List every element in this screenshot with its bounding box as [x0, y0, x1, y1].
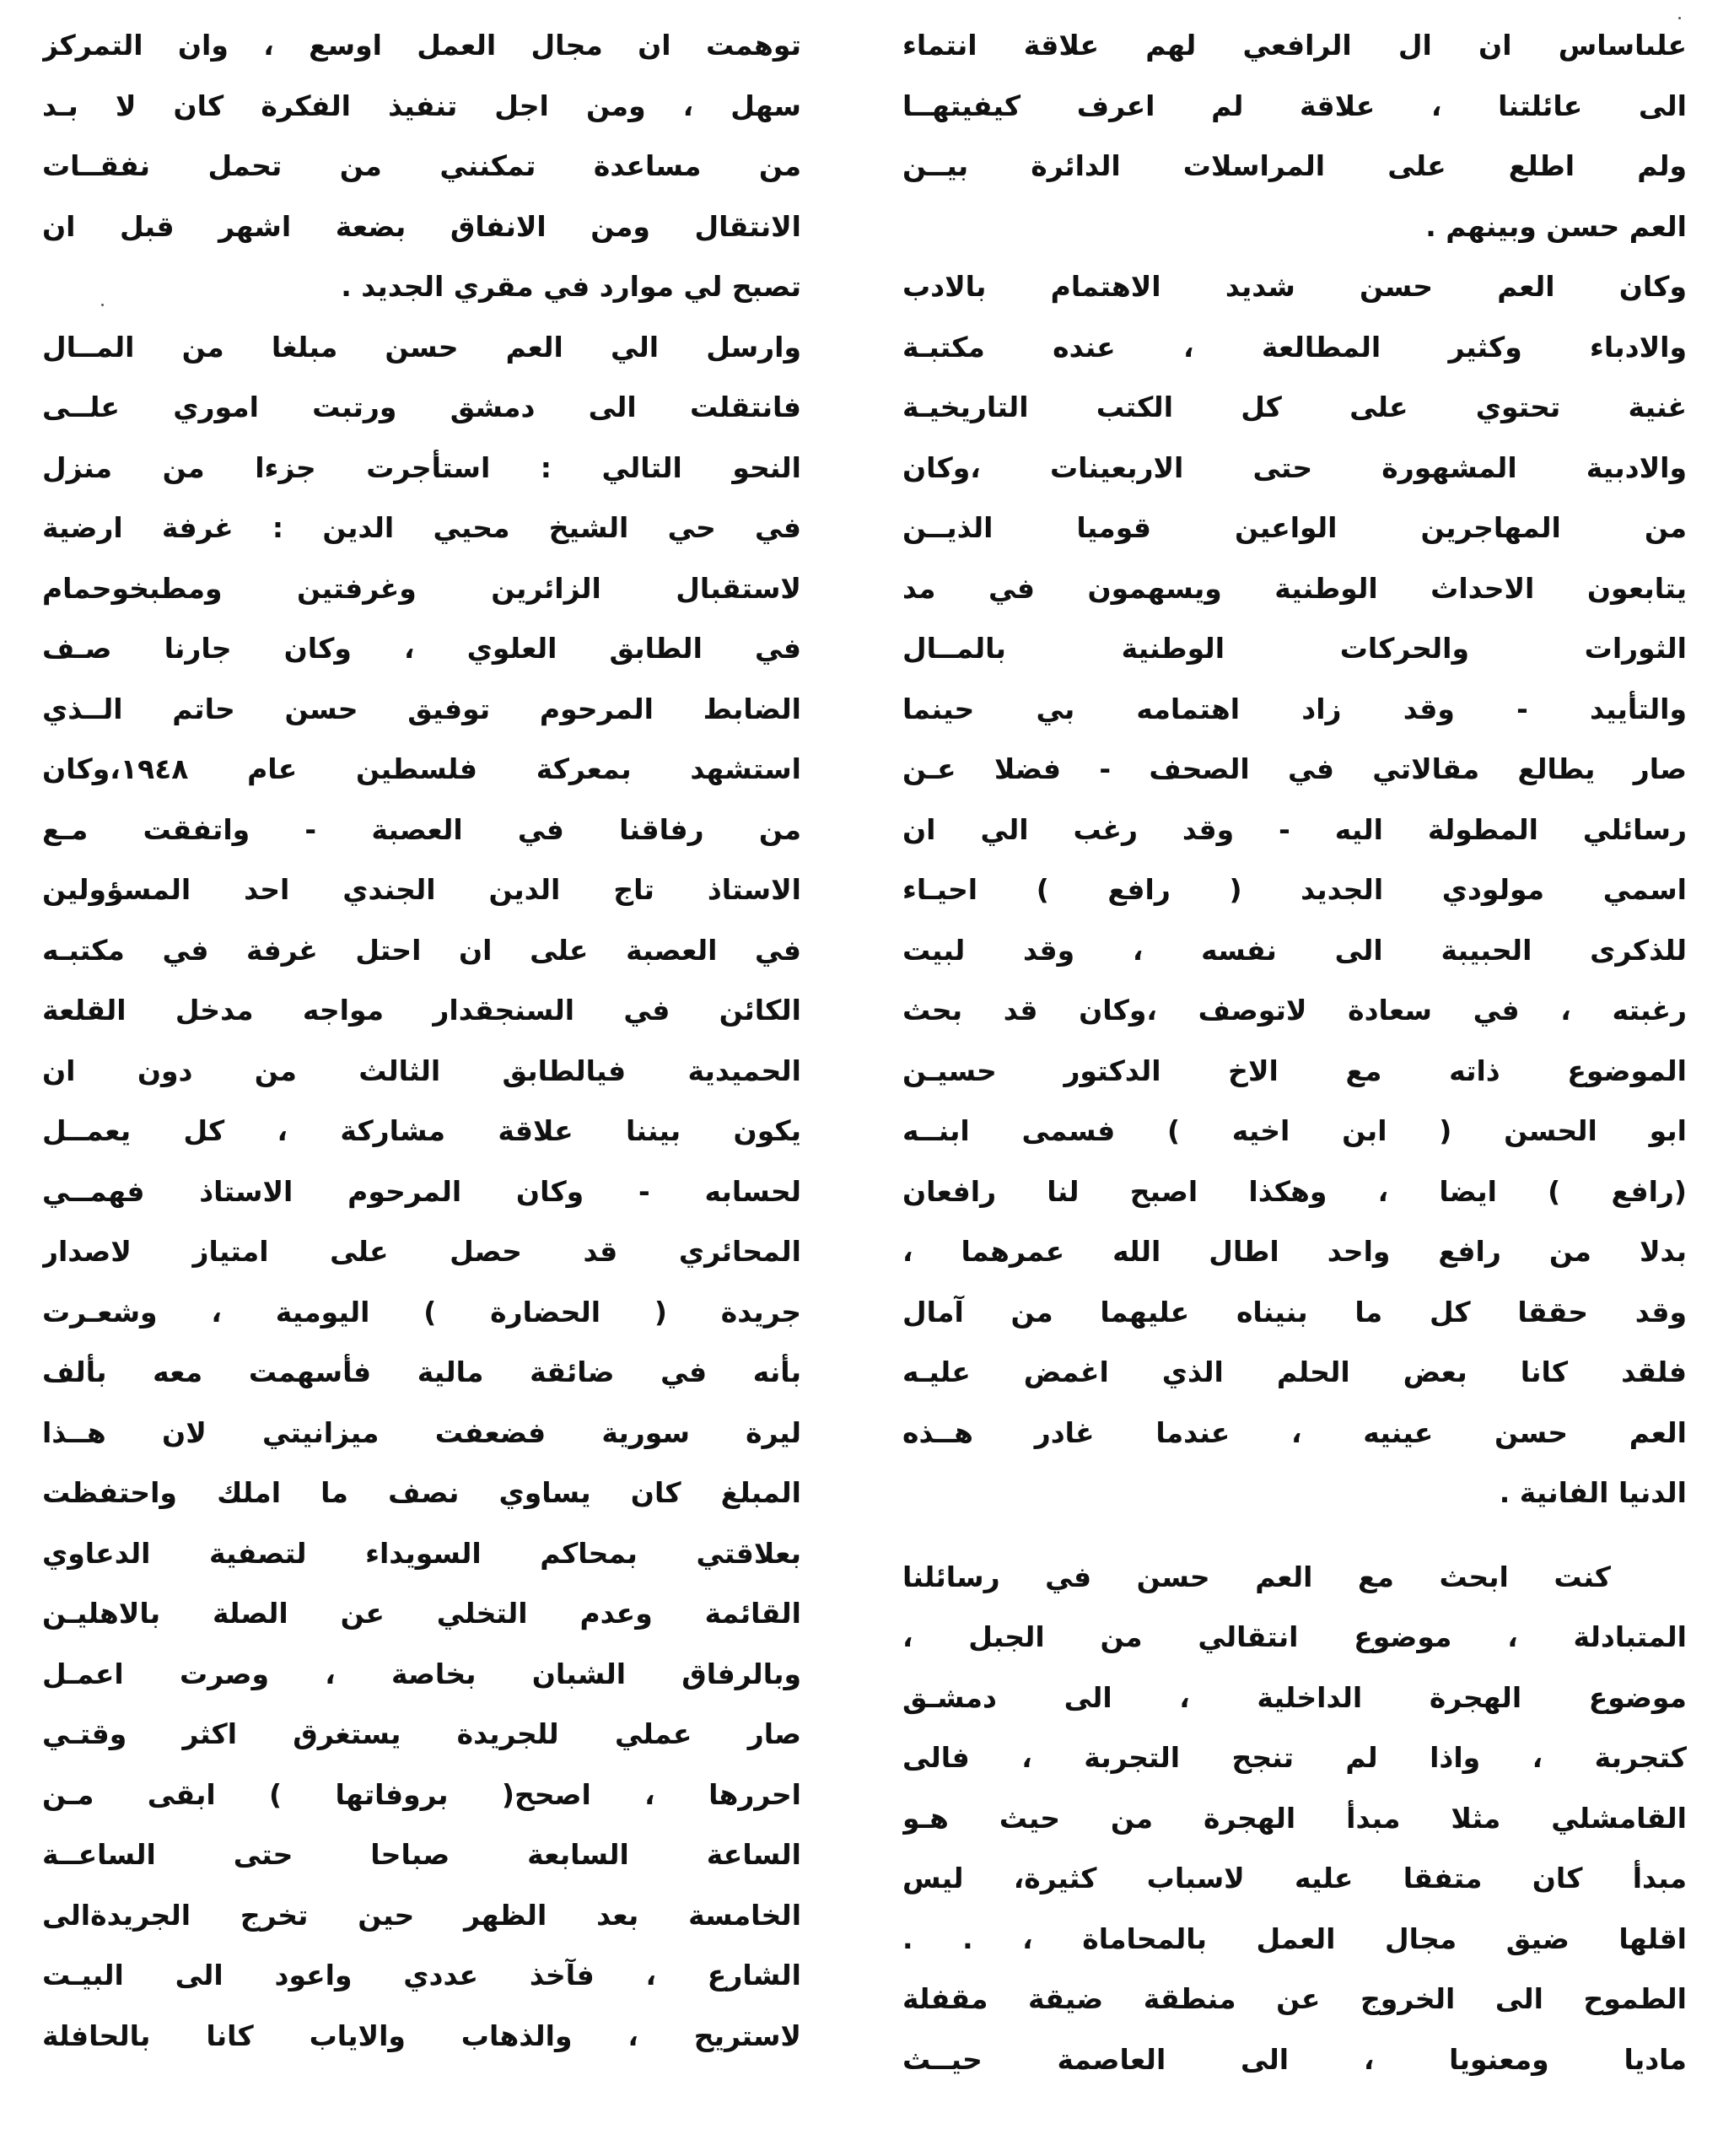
- text-line: ماديا ومعنويا ، الى العاصمة حيــث: [902, 2042, 1687, 2076]
- text-line: كنت ابحث مع العم حسن في رسائلنا: [902, 1560, 1611, 1593]
- text-line: الكائن في السنجقدار مواجه مدخل القلعة: [42, 994, 801, 1027]
- text-line: في العصبة على ان احتل غرفة في مكتبـه: [42, 933, 801, 967]
- scan-speck: [101, 304, 104, 306]
- text-line: بأنه في ضائقة مالية فأسهمت معه بألف: [42, 1356, 801, 1388]
- text-line: صار يطالع مقالاتي في الصحف - فضلا عـن: [902, 752, 1687, 785]
- text-line: المبلغ كان يساوي نصف ما املك واحتفظت: [42, 1476, 801, 1509]
- text-line: الموضوع ذاته مع الاخ الدكتور حسيـن: [902, 1054, 1687, 1087]
- text-line: يتابعون الاحداث الوطنية ويسهمون في مد: [902, 571, 1687, 605]
- text-line: لاستريح ، والذهاب والاياب كانا بالحافلة: [42, 2019, 801, 2052]
- text-line: بدلا من رافع واحد اطال الله عمرهما ،: [902, 1235, 1687, 1268]
- text-line: الحميدية فيالطابق الثالث من دون ان: [42, 1054, 801, 1087]
- text-line: الضابط المرحوم توفيق حسن حاتم الــذي: [42, 692, 801, 725]
- text-line: توهمت ان مجال العمل اوسع ، وان التمركز: [42, 29, 801, 62]
- text-line: رغبته ، في سعادة لاتوصف ،وكان قد بحث: [902, 994, 1687, 1027]
- text-line: من المهاجرين الواعين قوميا الذيــن: [902, 511, 1687, 544]
- text-line: الدنيا الفانية .: [1499, 1476, 1687, 1509]
- text-line: استشهد بمعركة فلسطين عام ١٩٤٨،وكان: [42, 752, 801, 785]
- text-line: احررها ، اصحح( بروفاتها ) ابقى مـن: [42, 1777, 801, 1811]
- text-line: علىاساس ان ال الرافعي لهم علاقة انتماء: [902, 29, 1687, 62]
- text-line: المتبادلة ، موضوع انتقالي من الجبل ،: [902, 1620, 1687, 1653]
- left-column: [42, 15, 801, 2066]
- text-line: فانتقلت الى دمشق ورتبت اموري علــى: [42, 391, 801, 423]
- right-column: [902, 15, 1687, 2089]
- text-line: للذكرى الحبيبة الى نفسه ، وقد لبيت: [902, 933, 1687, 967]
- text-line: اسمي مولودي الجديد ( رافع ) احيـاء: [902, 873, 1687, 906]
- text-line: ولم اطلع على المراسلات الدائرة بيــن: [902, 149, 1687, 182]
- text-line: الشارع ، فآخذ عددي واعود الى البيـت: [42, 1959, 801, 1992]
- text-line: والادبية المشهورة حتى الاربعينات ،وكان: [902, 450, 1687, 484]
- text-line: في حي الشيخ محيي الدين : غرفة ارضية: [42, 511, 801, 544]
- text-line: لاستقبال الزائرين وغرفتين ومطبخوحمام: [42, 571, 801, 605]
- text-line: موضوع الهجرة الداخلية ، الى دمشـق: [902, 1680, 1687, 1714]
- text-line: العم حسن وبينهم .: [1425, 209, 1687, 243]
- text-line: في الطابق العلوي ، وكان جارنا صـف: [42, 632, 801, 665]
- text-line: تصبح لي موارد في مقري الجديد .: [341, 270, 801, 303]
- text-line: وارسل الي العم حسن مبلغا من المــال: [42, 330, 801, 364]
- text-line: الى عائلتنا ، علاقة لم اعرف كيفيتهــا: [902, 89, 1687, 122]
- text-line: مبدأ كان متفقا عليه لاسباب كثيرة، ليس: [902, 1862, 1687, 1895]
- text-line: بعلاقتي بمحاكم السويداء لتصفية الدعاوي: [42, 1536, 801, 1570]
- text-line: الطموح الى الخروج عن منطقة ضيقة مقفلة: [902, 1982, 1687, 2015]
- text-line: العم حسن عينيه ، عندما غادر هــذه: [902, 1415, 1687, 1449]
- text-line: المحائري قد حصل على امتياز لاصدار: [42, 1235, 801, 1268]
- text-line: النحو التالي : استأجرت جزءا من منزل: [42, 450, 801, 484]
- text-line: فلقد كانا بعض الحلم الذي اغمض عليـه: [902, 1356, 1687, 1388]
- text-line: لحسابه - وكان المرحوم الاستاذ فهمــي: [42, 1174, 801, 1208]
- text-line: الساعة السابعة صباحا حتى الساعــة: [42, 1838, 801, 1871]
- text-line: الخامسة بعد الظهر حين تخرج الجريدةالى: [42, 1898, 801, 1932]
- text-line: يكون بيننا علاقة مشاركة ، كل يعمــل: [42, 1114, 801, 1147]
- text-line: غنية تحتوي على كل الكتب التاريخيـة: [902, 391, 1687, 423]
- text-line: الاستاذ تاج الدين الجندي احد المسؤولين: [42, 873, 801, 906]
- text-line: من مساعدة تمكنني من تحمل نفقــات: [42, 149, 801, 182]
- text-line: اقلها ضيق مجال العمل بالمحاماة ، . .: [902, 1922, 1687, 1955]
- text-line: (رافع ) ايضا ، وهكذا اصبح لنا رافعان: [902, 1174, 1687, 1208]
- text-line: سهل ، ومن اجل تنفيذ الفكرة كان لا بـد: [42, 89, 801, 122]
- text-line: والادباء وكثير المطالعة ، عنده مكتبـة: [902, 330, 1687, 364]
- text-line: القامشلي مثلا مبدأ الهجرة من حيث هـو: [902, 1801, 1687, 1835]
- text-line: الثورات والحركات الوطنية بالمــال: [902, 632, 1687, 665]
- scan-speck: [1678, 17, 1681, 19]
- text-line: من رفاقنا في العصبة - واتفقت مـع: [42, 812, 801, 846]
- text-line: ليرة سورية فضعفت ميزانيتي لان هــذا: [42, 1415, 801, 1449]
- paragraph-gap: [902, 1523, 1687, 1547]
- text-line: صار عملي للجريدة يستغرق اكثر وقتـي: [42, 1717, 801, 1750]
- text-line: والتأييد - وقد زاد اهتمامه بي حينما: [902, 692, 1687, 725]
- text-line: القائمة وعدم التخلي عن الصلة بالاهليـن: [42, 1597, 801, 1630]
- text-line: الانتقال ومن الانفاق بضعة اشهر قبل ان: [42, 209, 801, 243]
- text-line: ابو الحسن ( ابن اخيه ) فسمى ابنــه: [902, 1114, 1687, 1147]
- text-line: رسائلي المطولة اليه - وقد رغب الي ان: [902, 812, 1687, 846]
- text-line: وقد حققا كل ما بنيناه عليهما من آمال: [902, 1295, 1687, 1329]
- text-line: جريدة ( الحضارة ) اليومية ، وشعـرت: [42, 1295, 801, 1329]
- text-line: وكان العم حسن شديد الاهتمام بالادب: [902, 270, 1687, 303]
- text-line: كتجربة ، واذا لم تنجح التجربة ، فالى: [902, 1741, 1687, 1774]
- text-line: وبالرفاق الشبان بخاصة ، وصرت اعمـل: [42, 1657, 801, 1690]
